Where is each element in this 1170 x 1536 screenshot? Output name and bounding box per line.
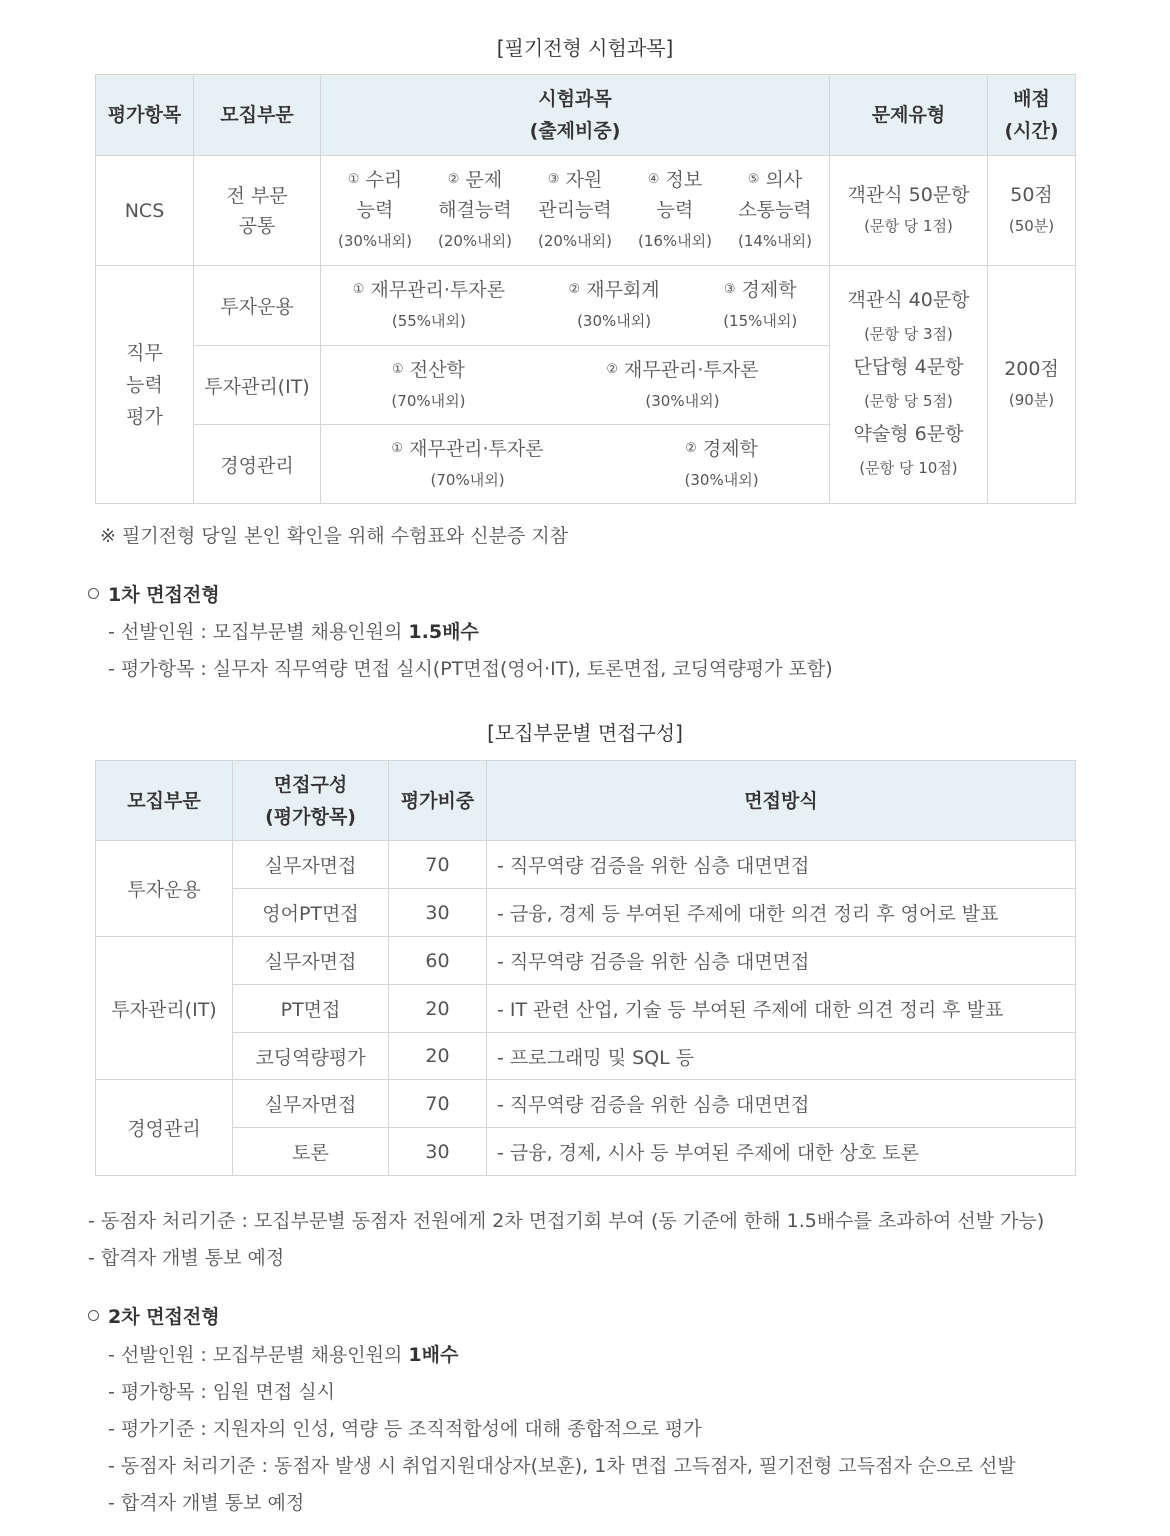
header-division: 모집부문 <box>194 75 321 156</box>
ncs-subject: ③ 자원 관리능력 (20%내외) <box>537 169 613 250</box>
written-exam-table <box>95 74 1076 504</box>
table-row <box>96 889 1076 937</box>
interview2-selection: - 선발인원 : 모집부문별 채용인원의 1배수 <box>108 1344 459 1366</box>
interview1-eval-items: - 평가항목 : 실무자 직무역량 면접 실시(PT면접(영어·IT), 토론면접, 코딩역량평가 포함) <box>108 658 833 680</box>
item-cell: 실무자면접 <box>233 937 389 985</box>
job-division: 경영관리 <box>194 425 321 504</box>
ncs-subject: ④ 정보 능력 (16%내외) <box>637 169 713 250</box>
method-cell: - 금융, 경제, 시사 등 부여된 주제에 대한 상호 토론 <box>487 1128 1076 1176</box>
job-subject: ② 재무회계 (30%내외) <box>568 279 660 330</box>
job-subjects <box>321 266 830 346</box>
weight-cell: 70 <box>389 1080 487 1128</box>
job-score: 200점 (90분) <box>988 266 1076 504</box>
ncs-subjects <box>321 156 830 266</box>
job-subjects <box>321 425 830 504</box>
result-notice-note: - 합격자 개별 통보 예정 <box>88 1247 285 1269</box>
job-subject: ② 재무관리·투자론 (30%내외) <box>606 358 759 410</box>
header-method: 면접방식 <box>487 761 1076 841</box>
interview2-tie-break: - 동점자 처리기준 : 동점자 발생 시 취업지원대상자(보훈), 1차 면접 고득점자, 필기전형 고득점자 순으로 선발 <box>108 1455 1016 1477</box>
bullet-circle-icon <box>88 1310 99 1321</box>
interview2-title: 2차 면접전형 <box>108 1306 220 1328</box>
job-subject: ① 전산학 (70%내외) <box>391 358 466 410</box>
item-cell: 토론 <box>233 1128 389 1176</box>
ncs-subject: ⑤ 의사 소통능력 (14%내외) <box>737 169 813 250</box>
header-division: 모집부문 <box>96 761 233 841</box>
method-cell: - 금융, 경제 등 부여된 주제에 대한 의견 정리 후 영어로 발표 <box>487 889 1076 937</box>
method-cell: - 직무역량 검증을 위한 심층 대면면접 <box>487 1080 1076 1128</box>
interview2-result-notice: - 합격자 개별 통보 예정 <box>108 1492 305 1514</box>
header-eval-item: 평가항목 <box>96 75 194 156</box>
weight-cell: 60 <box>389 937 487 985</box>
job-category: 직무 능력 평가 <box>96 266 194 504</box>
job-subjects <box>321 346 830 425</box>
ncs-subject: ① 수리 능력 (30%내외) <box>337 169 413 250</box>
interview1-title: 1차 면접전형 <box>108 584 220 606</box>
table-row <box>96 1080 1076 1128</box>
header-weight: 평가비중 <box>389 761 487 841</box>
weight-cell: 20 <box>389 985 487 1033</box>
weight-cell: 70 <box>389 841 487 889</box>
table-row <box>96 985 1076 1033</box>
job-subject: ② 경제학 (30%내외) <box>684 437 759 489</box>
method-cell: - IT 관련 산업, 기술 등 부여된 주제에 대한 의견 정리 후 발표 <box>487 985 1076 1033</box>
division-cell: 경영관리 <box>96 1080 233 1176</box>
bullet-circle-icon <box>88 588 99 599</box>
ncs-category: NCS <box>96 156 194 266</box>
weight-cell: 20 <box>389 1033 487 1080</box>
job-subject: ③ 경제학 (15%내외) <box>723 279 798 330</box>
ncs-subject: ② 문제 해결능력 (20%내외) <box>437 169 513 250</box>
job-division: 투자운용 <box>194 266 321 346</box>
header-question-type: 문제유형 <box>830 75 988 156</box>
division-cell: 투자관리(IT) <box>96 937 233 1080</box>
method-cell: - 직무역량 검증을 위한 심층 대면면접 <box>487 841 1076 889</box>
table-row <box>96 1033 1076 1080</box>
written-exam-note: ※ 필기전형 당일 본인 확인을 위해 수험표와 신분증 지참 <box>100 525 569 547</box>
ncs-division: 전 부문 공통 <box>194 156 321 266</box>
interview1-selection: - 선발인원 : 모집부문별 채용인원의 1.5배수 <box>108 621 479 643</box>
job-subject: ① 재무관리·투자론 (70%내외) <box>391 437 544 489</box>
header-score: 배점 (시간) <box>988 75 1076 156</box>
weight-cell: 30 <box>389 889 487 937</box>
item-cell: 실무자면접 <box>233 841 389 889</box>
method-cell: - 직무역량 검증을 위한 심층 대면면접 <box>487 937 1076 985</box>
table-row <box>96 1128 1076 1176</box>
table-row <box>96 937 1076 985</box>
tie-break-note: - 동점자 처리기준 : 모집부문별 동점자 전원에게 2차 면접기회 부여 (동 기준에 한해 1.5배수를 초과하여 선발 가능) <box>88 1210 1045 1232</box>
interview2-eval-criteria: - 평가기준 : 지원자의 인성, 역량 등 조직적합성에 대해 종합적으로 평가 <box>108 1418 702 1440</box>
job-subject: ① 재무관리·투자론 (55%내외) <box>352 279 505 330</box>
interview-table <box>95 760 1076 1176</box>
item-cell: 실무자면접 <box>233 1080 389 1128</box>
job-question-types: 객관식 40문항 (문항 당 3점) 단답형 4문항 (문항 당 5점) 약술형 6문항 (문항 당 10점) <box>830 266 988 504</box>
weight-cell: 30 <box>389 1128 487 1176</box>
division-cell: 투자운용 <box>96 841 233 937</box>
item-cell: PT면접 <box>233 985 389 1033</box>
method-cell: - 프로그래밍 및 SQL 등 <box>487 1033 1076 1080</box>
written-exam-caption: [필기전형 시험과목] <box>496 36 674 60</box>
item-cell: 영어PT면접 <box>233 889 389 937</box>
item-cell: 코딩역량평가 <box>233 1033 389 1080</box>
interview-table-caption: [모집부문별 면접구성] <box>487 721 683 745</box>
header-subjects: 시험과목 (출제비중) <box>321 75 830 156</box>
header-interview-item: 면접구성 (평가항목) <box>233 761 389 841</box>
table-row <box>96 841 1076 889</box>
ncs-question-type: 객관식 50문항 (문항 당 1점) <box>830 156 988 266</box>
job-division: 투자관리(IT) <box>194 346 321 425</box>
ncs-score: 50점 (50분) <box>988 156 1076 266</box>
interview2-eval-items: - 평가항목 : 임원 면접 실시 <box>108 1381 335 1403</box>
